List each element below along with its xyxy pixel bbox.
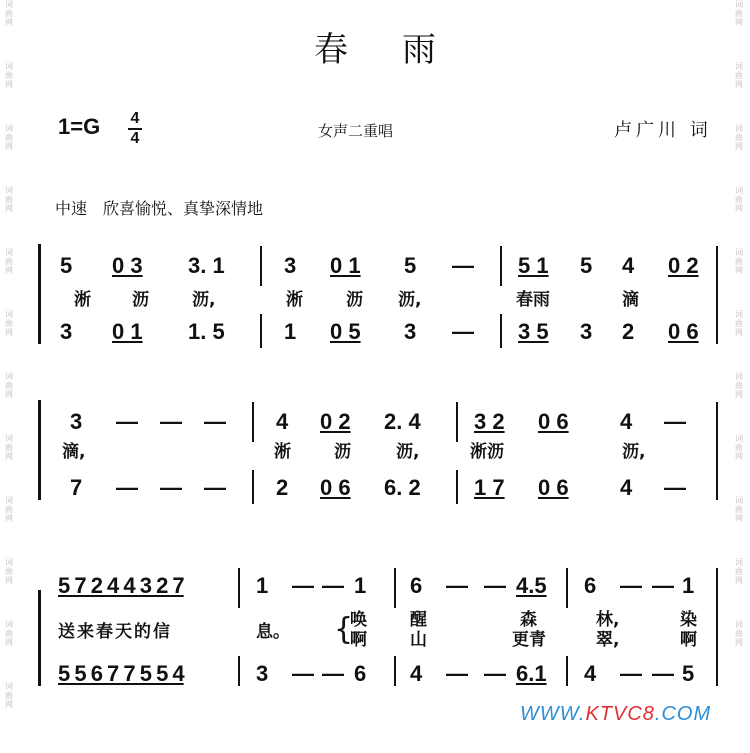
note: 6. 2 (384, 475, 421, 500)
lyric: 沥 (346, 290, 363, 310)
lyric: 翠, (596, 630, 620, 650)
barline (456, 470, 458, 504)
note: 4 (410, 661, 423, 686)
note: — (446, 661, 468, 686)
note: 5 (682, 661, 695, 686)
note: 1 (284, 319, 297, 344)
note: 4 (584, 661, 597, 686)
song-title: 春雨 (314, 30, 490, 70)
watermark-left: 词 曲 网 (5, 372, 13, 399)
barline (566, 568, 568, 608)
barline (394, 656, 396, 686)
lyric: 醒 (410, 610, 427, 630)
watermark-right: 词 曲 网 (735, 186, 743, 213)
note: — (322, 573, 344, 598)
note: — (160, 475, 182, 500)
watermark-left: 词 曲 网 (5, 124, 13, 151)
note: 6 (354, 661, 367, 686)
watermark-left: 词 曲 网 (5, 248, 13, 275)
lyric: 淅 (286, 290, 303, 310)
note: 6 (410, 573, 423, 598)
lyric: 送来春天的信 (58, 622, 172, 642)
note: 2 (276, 475, 289, 500)
watermark-right: 词 曲 网 (735, 310, 743, 337)
barline (500, 314, 502, 348)
barline (238, 656, 240, 686)
note: 4 (620, 409, 633, 434)
key-signature (58, 110, 140, 147)
note: — (322, 661, 344, 686)
barline (716, 246, 718, 344)
watermark-right: 词 曲 网 (735, 496, 743, 523)
voice-type: 女声二重唱 (318, 122, 394, 140)
note: 3 (284, 253, 297, 278)
watermark-right: 词 曲 网 (735, 434, 743, 461)
watermark-left: 词 曲 网 (5, 310, 13, 337)
note: — (204, 475, 226, 500)
lyric: 滴, (62, 442, 86, 462)
watermark-right: 词 曲 网 (735, 124, 743, 151)
note: 1 (682, 573, 695, 598)
watermark-right: 词 曲 网 (735, 558, 743, 585)
watermark-left: 词 曲 网 (5, 62, 13, 89)
note: 0 5 (330, 319, 361, 344)
watermark-right: 词 曲 网 (735, 62, 743, 89)
barline (456, 402, 458, 442)
barline (260, 314, 262, 348)
system-brace (38, 400, 41, 500)
system-brace (38, 244, 41, 344)
system-1 (0, 240, 750, 350)
note: — (484, 661, 506, 686)
note: 1 (354, 573, 367, 598)
note: 0 3 (112, 253, 143, 278)
watermark-left: 词 曲 网 (5, 0, 13, 27)
system-2 (0, 396, 750, 506)
time-signature (128, 112, 142, 146)
time-bottom: 4 (130, 130, 140, 147)
lyric: 染 (680, 610, 697, 630)
watermark-left: 词 曲 网 (5, 496, 13, 523)
note: 0 1 (330, 253, 361, 278)
watermark-left: 词 曲 网 (5, 682, 13, 709)
note: — (484, 573, 506, 598)
lyric: 林, (596, 610, 620, 630)
note: — (620, 573, 642, 598)
barline (566, 656, 568, 686)
barline (394, 568, 396, 608)
note: 2 (622, 319, 635, 344)
note: 0 1 (112, 319, 143, 344)
note: 6 (584, 573, 597, 598)
note: 4.5 (516, 573, 547, 598)
note: 3. 1 (188, 253, 225, 278)
note: — (204, 409, 226, 434)
lyric: 沥 (334, 442, 351, 462)
lyric: 森 (520, 610, 537, 630)
note: — (160, 409, 182, 434)
note: — (116, 409, 138, 434)
tempo-marking: 中速 欣喜愉悦、真挚深情地 (55, 199, 264, 218)
note: 0 6 (538, 409, 569, 434)
note: — (664, 475, 686, 500)
note: 5 5 6 7 7 5 5 4 (58, 661, 184, 686)
site-logo (520, 703, 711, 726)
note: — (292, 661, 314, 686)
lyric: 沥, (622, 442, 646, 462)
watermark-right: 词 曲 网 (735, 248, 743, 275)
note: — (116, 475, 138, 500)
time-top: 4 (130, 110, 140, 127)
lyric: 沥, (192, 290, 216, 310)
note: — (446, 573, 468, 598)
barline (716, 402, 718, 500)
barline (260, 246, 262, 286)
barline (252, 402, 254, 442)
note: 3 (70, 409, 83, 434)
lyric: 淅沥 (470, 442, 504, 462)
lyric: 沥, (398, 290, 422, 310)
note: — (652, 661, 674, 686)
watermark-left: 词 曲 网 (5, 620, 13, 647)
lyric: 啊 (680, 630, 697, 650)
note: — (452, 319, 474, 344)
logo-part: KTVC8 (585, 703, 655, 725)
lyric: 啊 (350, 630, 367, 650)
note: 0 2 (320, 409, 351, 434)
note: 3 5 (518, 319, 549, 344)
lyric: 淅 (74, 290, 91, 310)
barline (252, 470, 254, 504)
note: 0 6 (668, 319, 699, 344)
key-label: 1=G (58, 114, 101, 139)
note: 4 (620, 475, 633, 500)
note: 3 (256, 661, 269, 686)
watermark-left: 词 曲 网 (5, 186, 13, 213)
note: 3 (404, 319, 417, 344)
watermark-right: 词 曲 网 (735, 0, 743, 27)
note: 5 1 (518, 253, 549, 278)
lyric: 唤 (350, 610, 367, 630)
note: 0 6 (538, 475, 569, 500)
barline (238, 568, 240, 608)
note: 5 (580, 253, 593, 278)
system-3 (0, 566, 750, 696)
watermark-left: 词 曲 网 (5, 558, 13, 585)
note: 1 7 (474, 475, 505, 500)
lyricist: 卢广川 词 (614, 120, 712, 141)
note: — (292, 573, 314, 598)
note: 3 2 (474, 409, 505, 434)
note: 5 (60, 253, 73, 278)
lyric: 滴 (622, 290, 639, 310)
note: — (652, 573, 674, 598)
lyric: 息。 (256, 622, 290, 642)
note: 5 7 2 4 4 3 2 7 (58, 573, 184, 598)
barline (716, 568, 718, 686)
note: 5 (404, 253, 417, 278)
note: 6.1 (516, 661, 547, 686)
note: 4 (622, 253, 635, 278)
barline (500, 246, 502, 286)
note: — (452, 253, 474, 278)
note: 0 2 (668, 253, 699, 278)
watermark-right: 词 曲 网 (735, 372, 743, 399)
lyric: 沥, (396, 442, 420, 462)
system-brace (38, 590, 41, 686)
note: 1 (256, 573, 269, 598)
note: 3 (580, 319, 593, 344)
lyric: 山 (410, 630, 427, 650)
note: — (620, 661, 642, 686)
lyric: 春雨 (516, 290, 550, 310)
note: 2. 4 (384, 409, 421, 434)
logo-part: WWW. (520, 703, 586, 725)
logo-part: .COM (654, 703, 712, 725)
note: — (664, 409, 686, 434)
watermark-right: 词 曲 网 (735, 620, 743, 647)
lyric: 沥 (132, 290, 149, 310)
lyric: 更青 (512, 630, 546, 650)
note: 1. 5 (188, 319, 225, 344)
note: 4 (276, 409, 289, 434)
note: 0 6 (320, 475, 351, 500)
note: 7 (70, 475, 83, 500)
watermark-left: 词 曲 网 (5, 434, 13, 461)
note: 3 (60, 319, 73, 344)
lyric: 淅 (274, 442, 291, 462)
lyric-brace: { (334, 612, 354, 647)
